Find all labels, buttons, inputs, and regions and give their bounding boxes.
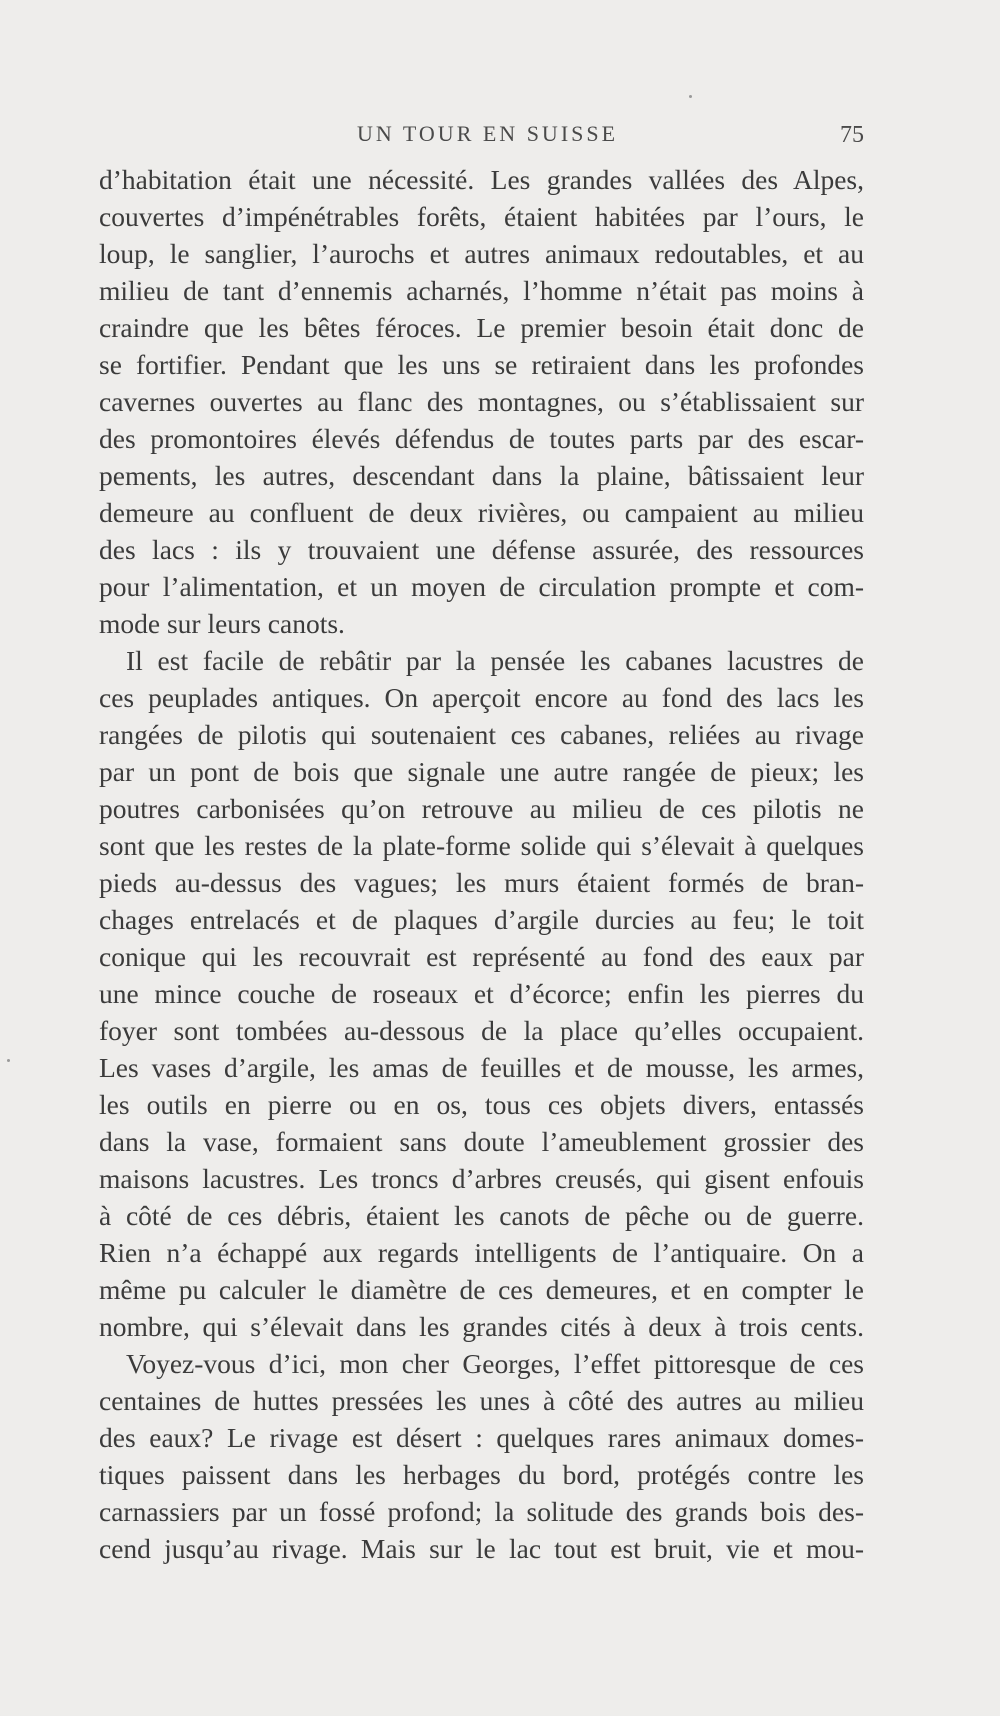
text-line: Voyez-vous d’ici, mon cher Georges, l’effet pittoresque de ces — [126, 1348, 864, 1379]
text-line: conique qui les recouvrait est représenté au fond des eaux par — [99, 941, 864, 972]
text-line: demeure au confluent de deux rivières, ou campaient au milieu — [99, 497, 864, 528]
text-line: maisons lacustres. Les troncs d’arbres creusés, qui gisent enfouis — [99, 1163, 864, 1194]
text-line: centaines de huttes pressées les unes à côté des autres au milieu — [99, 1385, 864, 1416]
text-line: foyer sont tombées au-dessous de la place qu’elles occupaient. — [99, 1015, 864, 1046]
page-number: 75 — [840, 122, 864, 148]
text-line: tiques paissent dans les herbages du bord, protégés contre les — [99, 1459, 864, 1490]
text-line: mode sur leurs canots. — [99, 608, 345, 639]
text-line: craindre que les bêtes féroces. Le premier besoin était donc de — [99, 312, 864, 343]
text-line: d’habitation était une nécessité. Les grandes vallées des Alpes, — [99, 164, 864, 195]
text-line: dans la vase, formaient sans doute l’ameublement grossier des — [99, 1126, 864, 1157]
text-line: des eaux? Le rivage est désert : quelques rares animaux domes- — [99, 1422, 864, 1453]
text-line: ces peuplades antiques. On aperçoit encore au fond des lacs les — [99, 682, 864, 713]
text-line: pour l’alimentation, et un moyen de circulation prompte et com- — [99, 571, 864, 602]
text-line: se fortifier. Pendant que les uns se retiraient dans les profondes — [99, 349, 864, 380]
text-line: milieu de tant d’ennemis acharnés, l’homme n’était pas moins à — [99, 275, 864, 306]
text-line: Les vases d’argile, les amas de feuilles et de mousse, les armes, — [99, 1052, 864, 1083]
paper-speck — [689, 95, 692, 98]
text-line: cavernes ouvertes au flanc des montagnes, ou s’établissaient sur — [99, 386, 864, 417]
text-line: nombre, qui s’élevait dans les grandes cités à deux à trois cents. — [99, 1311, 864, 1342]
text-line: à côté de ces débris, étaient les canots de pêche ou de guerre. — [99, 1200, 864, 1231]
text-line: cend jusqu’au rivage. Mais sur le lac tout est bruit, vie et mou- — [99, 1533, 864, 1564]
text-line: loup, le sanglier, l’aurochs et autres animaux redoutables, et au — [99, 238, 864, 269]
text-line: rangées de pilotis qui soutenaient ces cabanes, reliées au rivage — [99, 719, 864, 750]
text-line: couvertes d’impénétrables forêts, étaient habitées par l’ours, le — [99, 201, 864, 232]
text-line: pieds au-dessus des vagues; les murs étaient formés de bran- — [99, 867, 864, 898]
text-line: carnassiers par un fossé profond; la solitude des grands bois des- — [99, 1496, 864, 1527]
running-header: UN TOUR EN SUISSE — [357, 121, 619, 146]
text-line: Rien n’a échappé aux regards intelligents de l’antiquaire. On a — [99, 1237, 864, 1268]
text-line: une mince couche de roseaux et d’écorce; enfin les pierres du — [99, 978, 864, 1009]
paper-speck — [7, 1059, 10, 1062]
text-line: des lacs : ils y trouvaient une défense assurée, des ressources — [99, 534, 864, 565]
text-line: poutres carbonisées qu’on retrouve au milieu de ces pilotis ne — [99, 793, 864, 824]
text-line: les outils en pierre ou en os, tous ces objets divers, entassés — [99, 1089, 864, 1120]
text-line: sont que les restes de la plate-forme solide qui s’élevait à quelques — [99, 830, 864, 861]
text-line: Il est facile de rebâtir par la pensée les cabanes lacustres de — [126, 645, 864, 676]
text-line: pements, les autres, descendant dans la plaine, bâtissaient leur — [99, 460, 864, 491]
text-line: chages entrelacés et de plaques d’argile durcies au feu; le toit — [99, 904, 864, 935]
text-line: par un pont de bois que signale une autre rangée de pieux; les — [99, 756, 864, 787]
text-line: même pu calculer le diamètre de ces demeures, et en compter le — [99, 1274, 864, 1305]
text-line: des promontoires élevés défendus de toutes parts par des escar- — [99, 423, 864, 454]
